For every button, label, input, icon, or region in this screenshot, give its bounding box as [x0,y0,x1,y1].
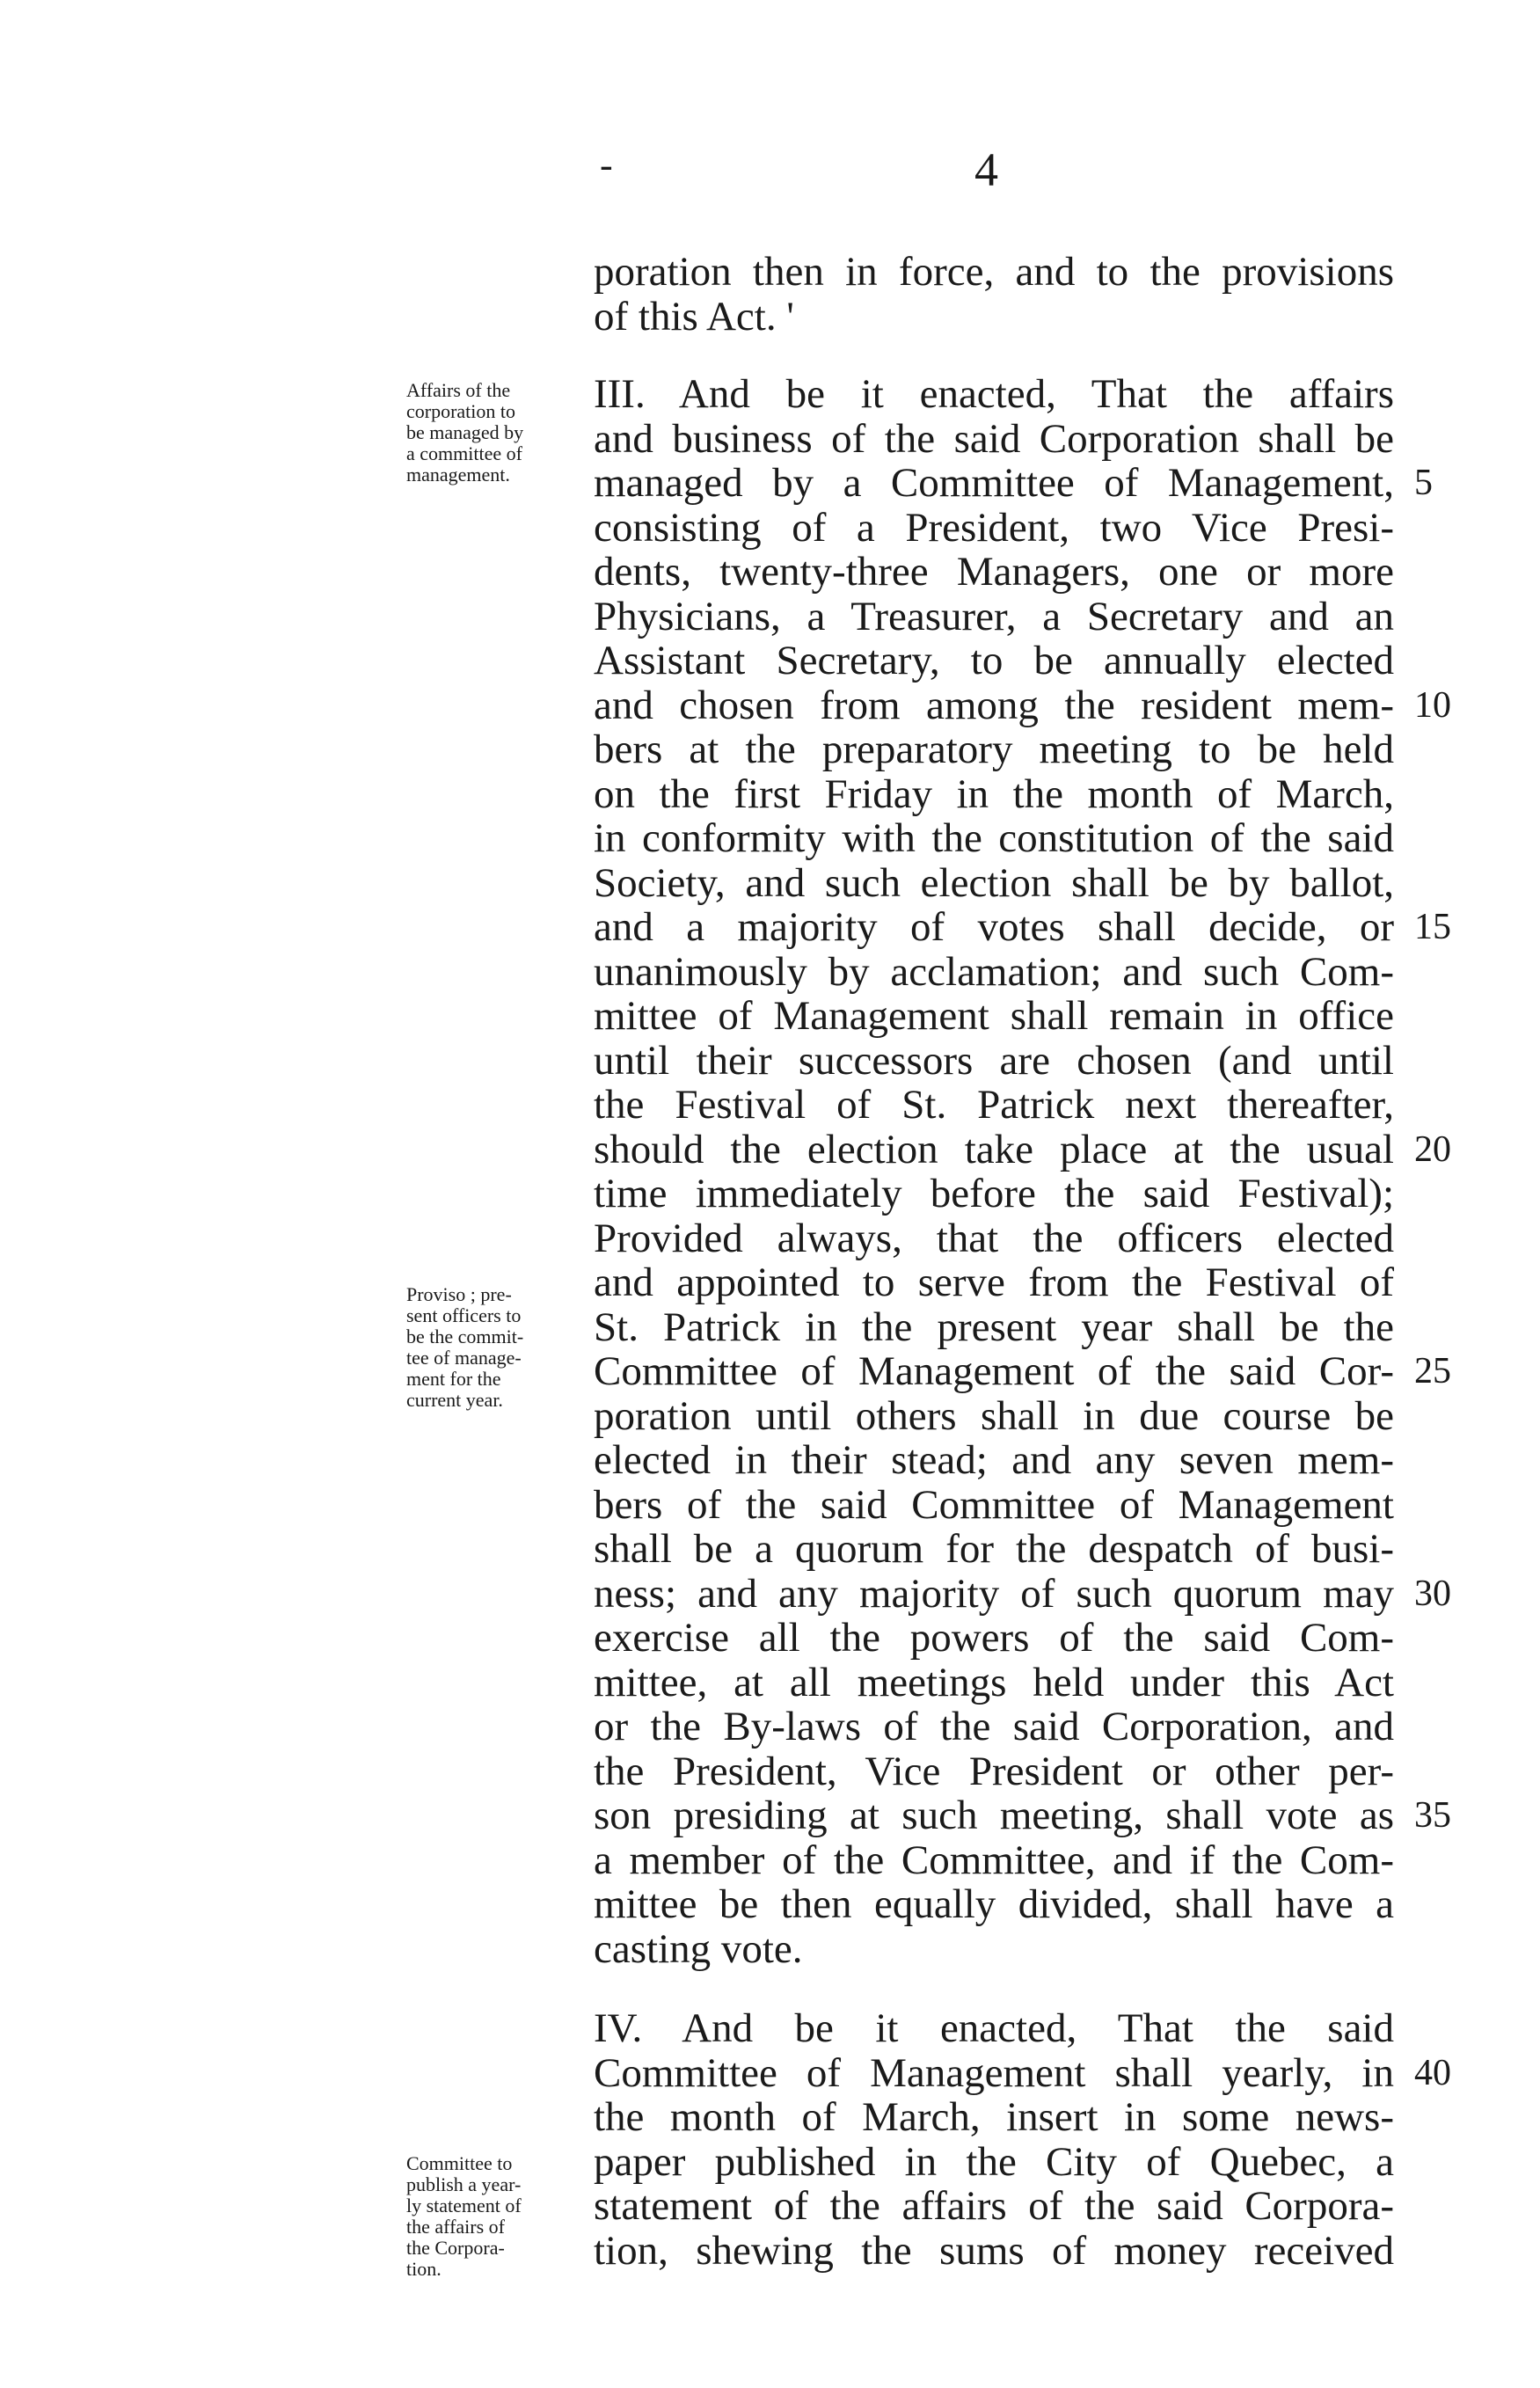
line-number: 40 [1414,2052,1451,2093]
text-line: consisting of a President, two Vice Presi- [594,504,1394,551]
text-line: Assistant Secretary, to be annually elected [594,638,1394,683]
text-line: poration until others shall in due course be [594,1392,1394,1439]
text-line: IV. And be it enacted, That the said [594,2005,1394,2051]
margin-note-line: Affairs of the [406,379,511,401]
text-line: statement of the affairs of the said Corpora- [594,2183,1394,2229]
margin-note-line: a committee of [406,442,522,464]
text-line: the President, Vice President or other per- [594,1748,1394,1794]
margin-note [406,2153,600,2280]
text-line: dents, twenty-three Managers, one or more [594,549,1394,595]
text-line: and appointed to serve from the Festival of [594,1260,1394,1305]
text-line: exercise all the powers of the said Com- [594,1615,1394,1661]
margin-note-line: tee of manage- [406,1347,522,1369]
text-line: paper published in the City of Quebec, a [594,2138,1394,2185]
margin-note-line: ment for the [406,1368,501,1390]
margin-note-line: ly statement of [406,2194,522,2216]
margin-note-line: be the commit- [406,1325,524,1347]
margin-note [406,1284,600,1411]
text-line: managed by a Committee of Management, [594,460,1394,506]
line-number: 35 [1414,1795,1451,1836]
margin-note-line: Proviso ; pre- [406,1283,512,1305]
text-line: bers of the said Committee of Management [594,1481,1394,1528]
page-number: 4 [974,143,998,196]
text-line: time immediately before the said Festival); [594,1171,1394,1216]
text-line: Society, and such election shall be by ballot, [594,859,1394,906]
text-line: of this Act. ' [594,293,794,340]
text-line: mittee of Management shall remain in office [594,993,1394,1039]
text-line: poration then in force, and to the provisions [594,249,1394,295]
text-line: tion, shewing the sums of money received [594,2227,1394,2274]
text-line: in conformity with the constitution of the said [594,815,1394,861]
line-number: 15 [1414,907,1451,947]
margin-note-line: current year. [406,1389,503,1411]
margin-note-line: tion. [406,2258,442,2280]
text-line: shall be a quorum for the despatch of busi- [594,1526,1394,1572]
text-line: elected in their stead; and any seven mem- [594,1437,1394,1483]
text-line: mittee, at all meetings held under this Act [594,1659,1394,1705]
text-line: on the first Friday in the month of March, [594,770,1394,817]
text-line: Physicians, a Treasurer, a Secretary and an [594,593,1394,639]
text-line: ness; and any majority of such quorum may [594,1570,1394,1617]
margin-note-line: publish a year- [406,2173,522,2195]
margin-note-line: the Corpora- [406,2237,505,2259]
margin-note-line: sent officers to [406,1304,522,1326]
line-number: 5 [1414,463,1433,503]
text-line: St. Patrick in the present year shall be the [594,1304,1394,1350]
margin-note-line: corporation to [406,400,516,422]
text-line: and business of the said Corporation shall be [594,415,1394,462]
line-number: 10 [1414,684,1451,726]
text-line: a member of the Committee, and if the Com- [594,1837,1394,1883]
line-number: 30 [1414,1573,1451,1614]
text-line: Committee of Management shall yearly, in [594,2049,1394,2096]
line-number: 20 [1414,1128,1451,1170]
margin-note-line: management. [406,464,510,486]
text-line: or the By-laws of the said Corporation, and [594,1704,1394,1749]
text-line: casting vote. [594,1925,803,1972]
margin-note [406,380,600,486]
text-line: Committee of Management of the said Cor- [594,1348,1394,1394]
text-line: the month of March, insert in some news- [594,2094,1394,2140]
text-line: and a majority of votes shall decide, or [594,904,1394,950]
text-line: and chosen from among the resident mem- [594,682,1394,728]
margin-note-line: the affairs of [406,2216,505,2238]
text-line: bers at the preparatory meeting to be held [594,727,1394,772]
text-line: should the election take place at the usual [594,1126,1394,1172]
text-line: III. And be it enacted, That the affairs [594,371,1394,417]
text-line: son presiding at such meeting, shall vote as [594,1793,1394,1838]
text-line: the Festival of St. Patrick next thereafter, [594,1082,1394,1128]
text-line: Provided always, that the officers elected [594,1215,1394,1261]
line-number: 25 [1414,1351,1451,1391]
text-line: unanimously by acclamation; and such Com- [594,948,1394,995]
margin-note-line: Committee to [406,2152,513,2174]
margin-note-line: be managed by [406,421,524,443]
header-dash: - [600,143,613,186]
text-line: mittee be then equally divided, shall have a [594,1881,1394,1927]
text-line: until their successors are chosen (and until [594,1037,1394,1084]
